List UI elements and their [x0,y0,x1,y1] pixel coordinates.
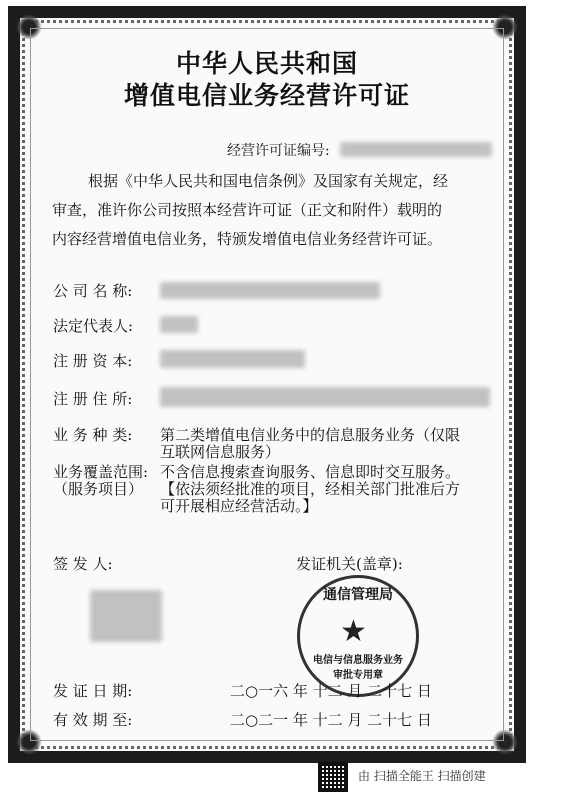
business-type-value-line: 互联网信息服务） [160,443,281,461]
star-icon: ★ [340,614,367,649]
intro-paragraph-line: 内容经营增值电信业务，特颁发增值电信业务经营许可证。 [52,230,443,248]
coverage-value-line: 【依法须经批准的项目，经相关部门批准后方 [160,480,461,498]
registered-capital-label: 注 册 资 本: [53,352,133,370]
coverage-label: 业务覆盖范围: [53,463,149,481]
legal-representative-label: 法定代表人: [53,317,134,335]
certificate-title-country: 中华人民共和国 [175,49,358,78]
valid-until-value: 二○二一 年 十二 月 二十七 日 [230,711,432,729]
business-type-value-line: 第二类增值电信业务中的信息服务业务（仅限 [160,426,461,444]
issue-date-label: 发 证 日 期: [53,682,133,700]
redacted-registered-capital [160,350,305,368]
redacted-license-number [340,142,492,157]
border-corner-ornament [16,729,42,755]
intro-paragraph-line: 根据《中华人民共和国电信条例》及国家有关规定，经 [88,172,449,190]
redacted-legal-representative [160,316,198,333]
certificate-border [8,6,526,763]
issuing-authority-label: 发证机关(盖章): [296,555,403,573]
issue-date-value: 二○一六 年 十二 月 二十七 日 [230,682,432,700]
border-corner-ornament [492,729,518,755]
qr-code-icon [318,762,348,792]
certificate-title-license: 增值电信业务经营许可证 [123,81,410,110]
redacted-company-name [160,282,380,299]
business-type-label: 业 务 种 类: [53,426,133,444]
coverage-sublabel: （服务项目） [53,480,144,498]
registered-address-label: 注 册 住 所: [53,390,133,408]
coverage-value-line: 可开展相应经营活动。】 [160,497,318,515]
seal-top-text: 通信管理局 [323,587,393,603]
official-seal [297,575,419,697]
signer-label: 签 发 人: [53,555,113,573]
border-corner-ornament [492,14,518,40]
redacted-registered-address [160,387,490,407]
license-number-label: 经营许可证编号: [227,143,330,159]
seal-middle-text: 电信与信息服务业务 [313,655,403,666]
border-corner-ornament [16,14,42,40]
scanner-watermark-text: 由 扫描全能王 扫描创建 [358,769,486,783]
coverage-value-line: 不含信息搜索查询服务、信息即时交互服务。 [160,463,461,481]
company-name-label: 公 司 名 称: [53,282,133,300]
valid-until-label: 有 效 期 至: [53,711,133,729]
seal-bottom-text: 审批专用章 [333,670,383,681]
intro-paragraph-line: 审查，准许你公司按照本经营许可证（正文和附件）载明的 [52,201,443,219]
redacted-signature [90,590,162,642]
